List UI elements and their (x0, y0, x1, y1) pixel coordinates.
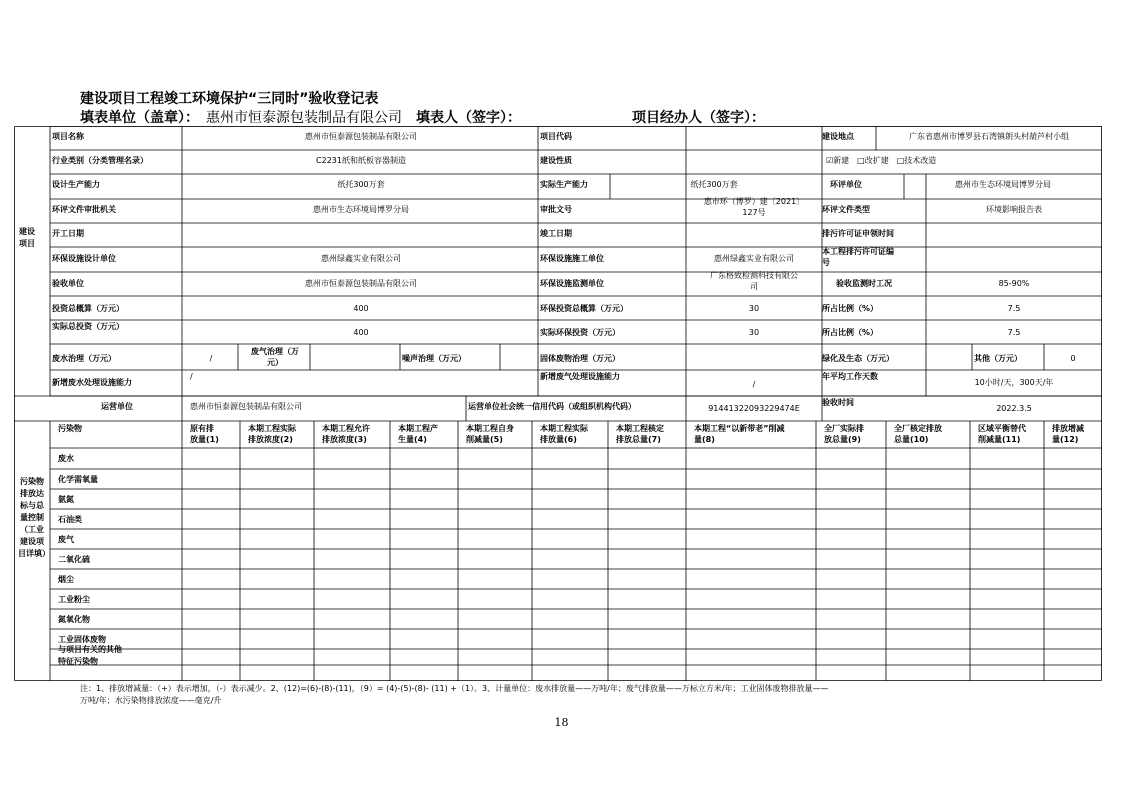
filler-signature-label: 填表人（签字）： (416, 110, 521, 126)
label-total-budget: 投资总概算（万元） (52, 304, 124, 313)
label-budget-ratio: 所占比例（%） (822, 304, 879, 313)
value-eia-file-type: 环境影响报告表 (986, 205, 1042, 214)
pollutant-header-4: 生量(4) (398, 435, 427, 444)
label-design-capacity: 设计生产能力 (52, 180, 100, 189)
pollutant-header-12: 排放增减 (1052, 424, 1084, 433)
label-construction-nature: 建设性质 (540, 156, 572, 165)
label-permit-number-line1: 本工程排污许可证编 (822, 247, 894, 256)
filling-unit-value: 惠州市恒泰源包装制品有限公司 (206, 110, 402, 126)
value-investment-ratio: 7.5 (1007, 328, 1021, 337)
pollutant-header-8: 本期工程“以新带老”削减 (694, 424, 785, 433)
label-location: 建设地点 (822, 132, 854, 141)
page-number: 18 (554, 716, 569, 729)
form-title: 建设项目工程竣工环境保护“三同时”验收登记表 (80, 91, 379, 107)
filling-unit-label: 填表单位（盖章）： (80, 110, 199, 126)
pollutant-header-6: 本期工程实际 (540, 424, 588, 433)
value-env-budget: 30 (748, 304, 760, 313)
pollutant-header-7: 本期工程核定 (616, 424, 664, 433)
manager-signature-label: 项目经办人（签字）： (632, 110, 765, 126)
value-credit-code: 91441322093229474E (708, 404, 800, 413)
value-approval-authority: 惠州市生态环境局博罗分局 (313, 205, 409, 214)
label-annual-work-days: 年平均工作天数 (822, 372, 878, 381)
pollutant-other-label-line1: 与项目有关的其他 (58, 645, 122, 654)
label-monitoring-condition: 验收监测时工况 (836, 279, 892, 288)
pollutant-row-label: 氮氧化物 (58, 615, 90, 624)
label-new-water-capacity: 新增废水处理设施能力 (52, 378, 132, 387)
value-monitoring-unit-line1: 广东格致检测科技有限公 (710, 271, 798, 280)
side-label-construction: 建设项目 (19, 227, 35, 248)
label-noise-cost: 噪声治理（万元） (402, 354, 466, 363)
label-start-date: 开工日期 (52, 229, 84, 238)
pollutant-header-12: 量(12) (1052, 435, 1079, 444)
label-investment-ratio: 所占比例（%） (822, 328, 879, 337)
footnote-line1: 注：1、排放增减量：（+）表示增加，（-）表示减少。2、(12)=(6)-(8)-(11)，（9）= (4)-(5)-(8)- (11) +（1）。3、计量单位：废水排放量——万吨/年；废气排放量——万标立方米/年；工业固体废物排放量—— (80, 684, 829, 693)
label-approval-number: 审批文号 (540, 205, 572, 214)
value-actual-env-investment: 30 (748, 328, 760, 337)
value-acceptance-unit: 惠州市恒泰源包装制品有限公司 (305, 279, 417, 288)
pollutant-header-5: 本期工程自身 (466, 424, 514, 433)
pollutant-row-label: 烟尘 (58, 575, 74, 584)
label-wastewater-cost: 废水治理（万元） (52, 354, 116, 363)
value-construction-unit: 惠州绿鑫实业有限公司 (714, 254, 794, 263)
label-acceptance-unit: 验收单位 (52, 279, 84, 288)
pollutant-header-5: 削减量(5) (466, 435, 503, 444)
pollutant-row-label: 氨氮 (58, 495, 74, 504)
pollutant-header-7: 排放总量(7) (616, 435, 661, 444)
label-env-budget: 环保投资总概算（万元） (540, 304, 628, 313)
pollutant-header-3: 排放浓度(3) (322, 435, 367, 444)
pollutant-header-3: 本期工程允许 (322, 424, 370, 433)
value-new-water-capacity: / (190, 372, 193, 381)
label-permit-number-line2: 号 (822, 258, 830, 267)
label-acceptance-time: 验收时间 (822, 398, 854, 407)
pollutant-row-label: 石油类 (58, 515, 82, 524)
value-wastewater-cost: / (209, 354, 213, 363)
pollutant-header-8: 量(8) (694, 435, 715, 444)
label-credit-code: 运营单位社会统一信用代码（或组织机构代码） (468, 402, 636, 411)
pollutant-header-9: 放总量(9) (824, 435, 861, 444)
pollutant-other-label-line2: 特征污染物 (58, 657, 98, 666)
label-completion-date: 竣工日期 (540, 229, 572, 238)
label-project-name: 项目名称 (52, 132, 84, 141)
label-project-code: 项目代码 (540, 132, 572, 141)
label-operator: 运营单位 (101, 402, 133, 411)
pollutant-row-label: 废气 (58, 535, 74, 544)
label-greening-cost: 绿化及生态（万元） (822, 354, 894, 363)
pollutant-header-1: 放量(1) (190, 435, 219, 444)
value-industry: C2231纸和纸板容器制造 (316, 156, 406, 165)
value-approval-number-line1: 惠市环（博罗）建〔2021〕 (703, 197, 805, 206)
value-location: 广东省惠州市博罗县石湾镇朗头村葫芦村小组 (909, 132, 1069, 141)
pollutant-header-0: 污染物 (58, 424, 82, 433)
label-other-cost: 其他（万元） (974, 354, 1022, 363)
footnote-line2: 万吨/年；水污染物排放浓度——毫克/升 (80, 696, 222, 705)
value-eia-unit: 惠州市生态环境局博罗分局 (955, 180, 1051, 189)
label-design-unit: 环保设施设计单位 (52, 254, 116, 263)
label-approval-authority: 环评文件审批机关 (52, 205, 116, 214)
label-industry: 行业类别（分类管理名录） (52, 156, 148, 165)
label-gas-cost-line2: 元） (267, 358, 283, 367)
label-solid-waste-cost: 固体废物治理（万元） (540, 354, 620, 363)
label-monitoring-unit: 环保设施监测单位 (540, 279, 604, 288)
label-permit-time: 排污许可证申领时间 (822, 229, 894, 238)
value-design-unit: 惠州绿鑫实业有限公司 (321, 254, 401, 263)
label-actual-env-investment: 实际环保投资（万元） (540, 328, 620, 337)
pollutant-header-11: 削减量(11) (978, 435, 1021, 444)
label-gas-cost-line1: 废气治理（万 (251, 347, 299, 356)
pollutant-header-9: 全厂实际排 (824, 424, 864, 433)
value-construction-nature: ☑新建 □改扩建 □技术改造 (826, 156, 937, 165)
value-monitoring-unit-line2: 司 (750, 282, 758, 291)
registration-table (14, 126, 1102, 681)
pollutant-header-10: 总量(10) (894, 435, 929, 444)
value-approval-number-line2: 127号 (742, 208, 766, 217)
side-label-pollutant: 污染物排放达标与总量控制（工业建设项目详填） (18, 477, 50, 558)
value-new-gas-capacity: / (752, 380, 756, 389)
pollutant-header-4: 本期工程产 (398, 424, 438, 433)
pollutant-header-2: 本期工程实际 (248, 424, 296, 433)
pollutant-header-10: 全厂核定排放 (894, 424, 942, 433)
value-actual-investment: 400 (353, 328, 369, 337)
value-operator: 惠州市恒泰源包装制品有限公司 (190, 402, 302, 411)
label-eia-file-type: 环评文件类型 (822, 205, 870, 214)
value-total-budget: 400 (353, 304, 369, 313)
value-annual-work-days: 10小时/天，300天/年 (974, 378, 1054, 387)
pollutant-row-label: 废水 (58, 454, 74, 463)
value-actual-capacity: 纸托300万套 (690, 180, 738, 189)
label-construction-unit: 环保设施施工单位 (540, 254, 604, 263)
pollutant-row-label: 二氧化硫 (58, 555, 90, 564)
value-budget-ratio: 7.5 (1007, 304, 1021, 313)
pollutant-header-1: 原有排 (190, 424, 214, 433)
footnote (80, 683, 1080, 707)
label-new-gas-capacity: 新增废气处理设施能力 (540, 372, 620, 381)
label-actual-capacity: 实际生产能力 (540, 180, 588, 189)
value-acceptance-time: 2022.3.5 (996, 404, 1032, 413)
value-other-cost: 0 (1070, 354, 1076, 363)
pollutant-header-2: 排放浓度(2) (248, 435, 293, 444)
label-eia-unit: 环评单位 (830, 180, 862, 189)
pollutant-row-label: 化学需氧量 (58, 475, 98, 484)
pollutant-header-11: 区域平衡替代 (978, 424, 1026, 433)
pollutant-header-6: 排放量(6) (540, 435, 577, 444)
pollutant-row-label: 工业固体废物 (58, 635, 106, 644)
pollutant-row-label: 工业粉尘 (58, 595, 90, 604)
value-project-name: 惠州市恒泰源包装制品有限公司 (305, 132, 417, 141)
value-design-capacity: 纸托300万套 (337, 180, 385, 189)
value-monitoring-condition: 85-90% (998, 279, 1030, 288)
label-actual-investment: 实际总投资（万元） (52, 322, 124, 331)
